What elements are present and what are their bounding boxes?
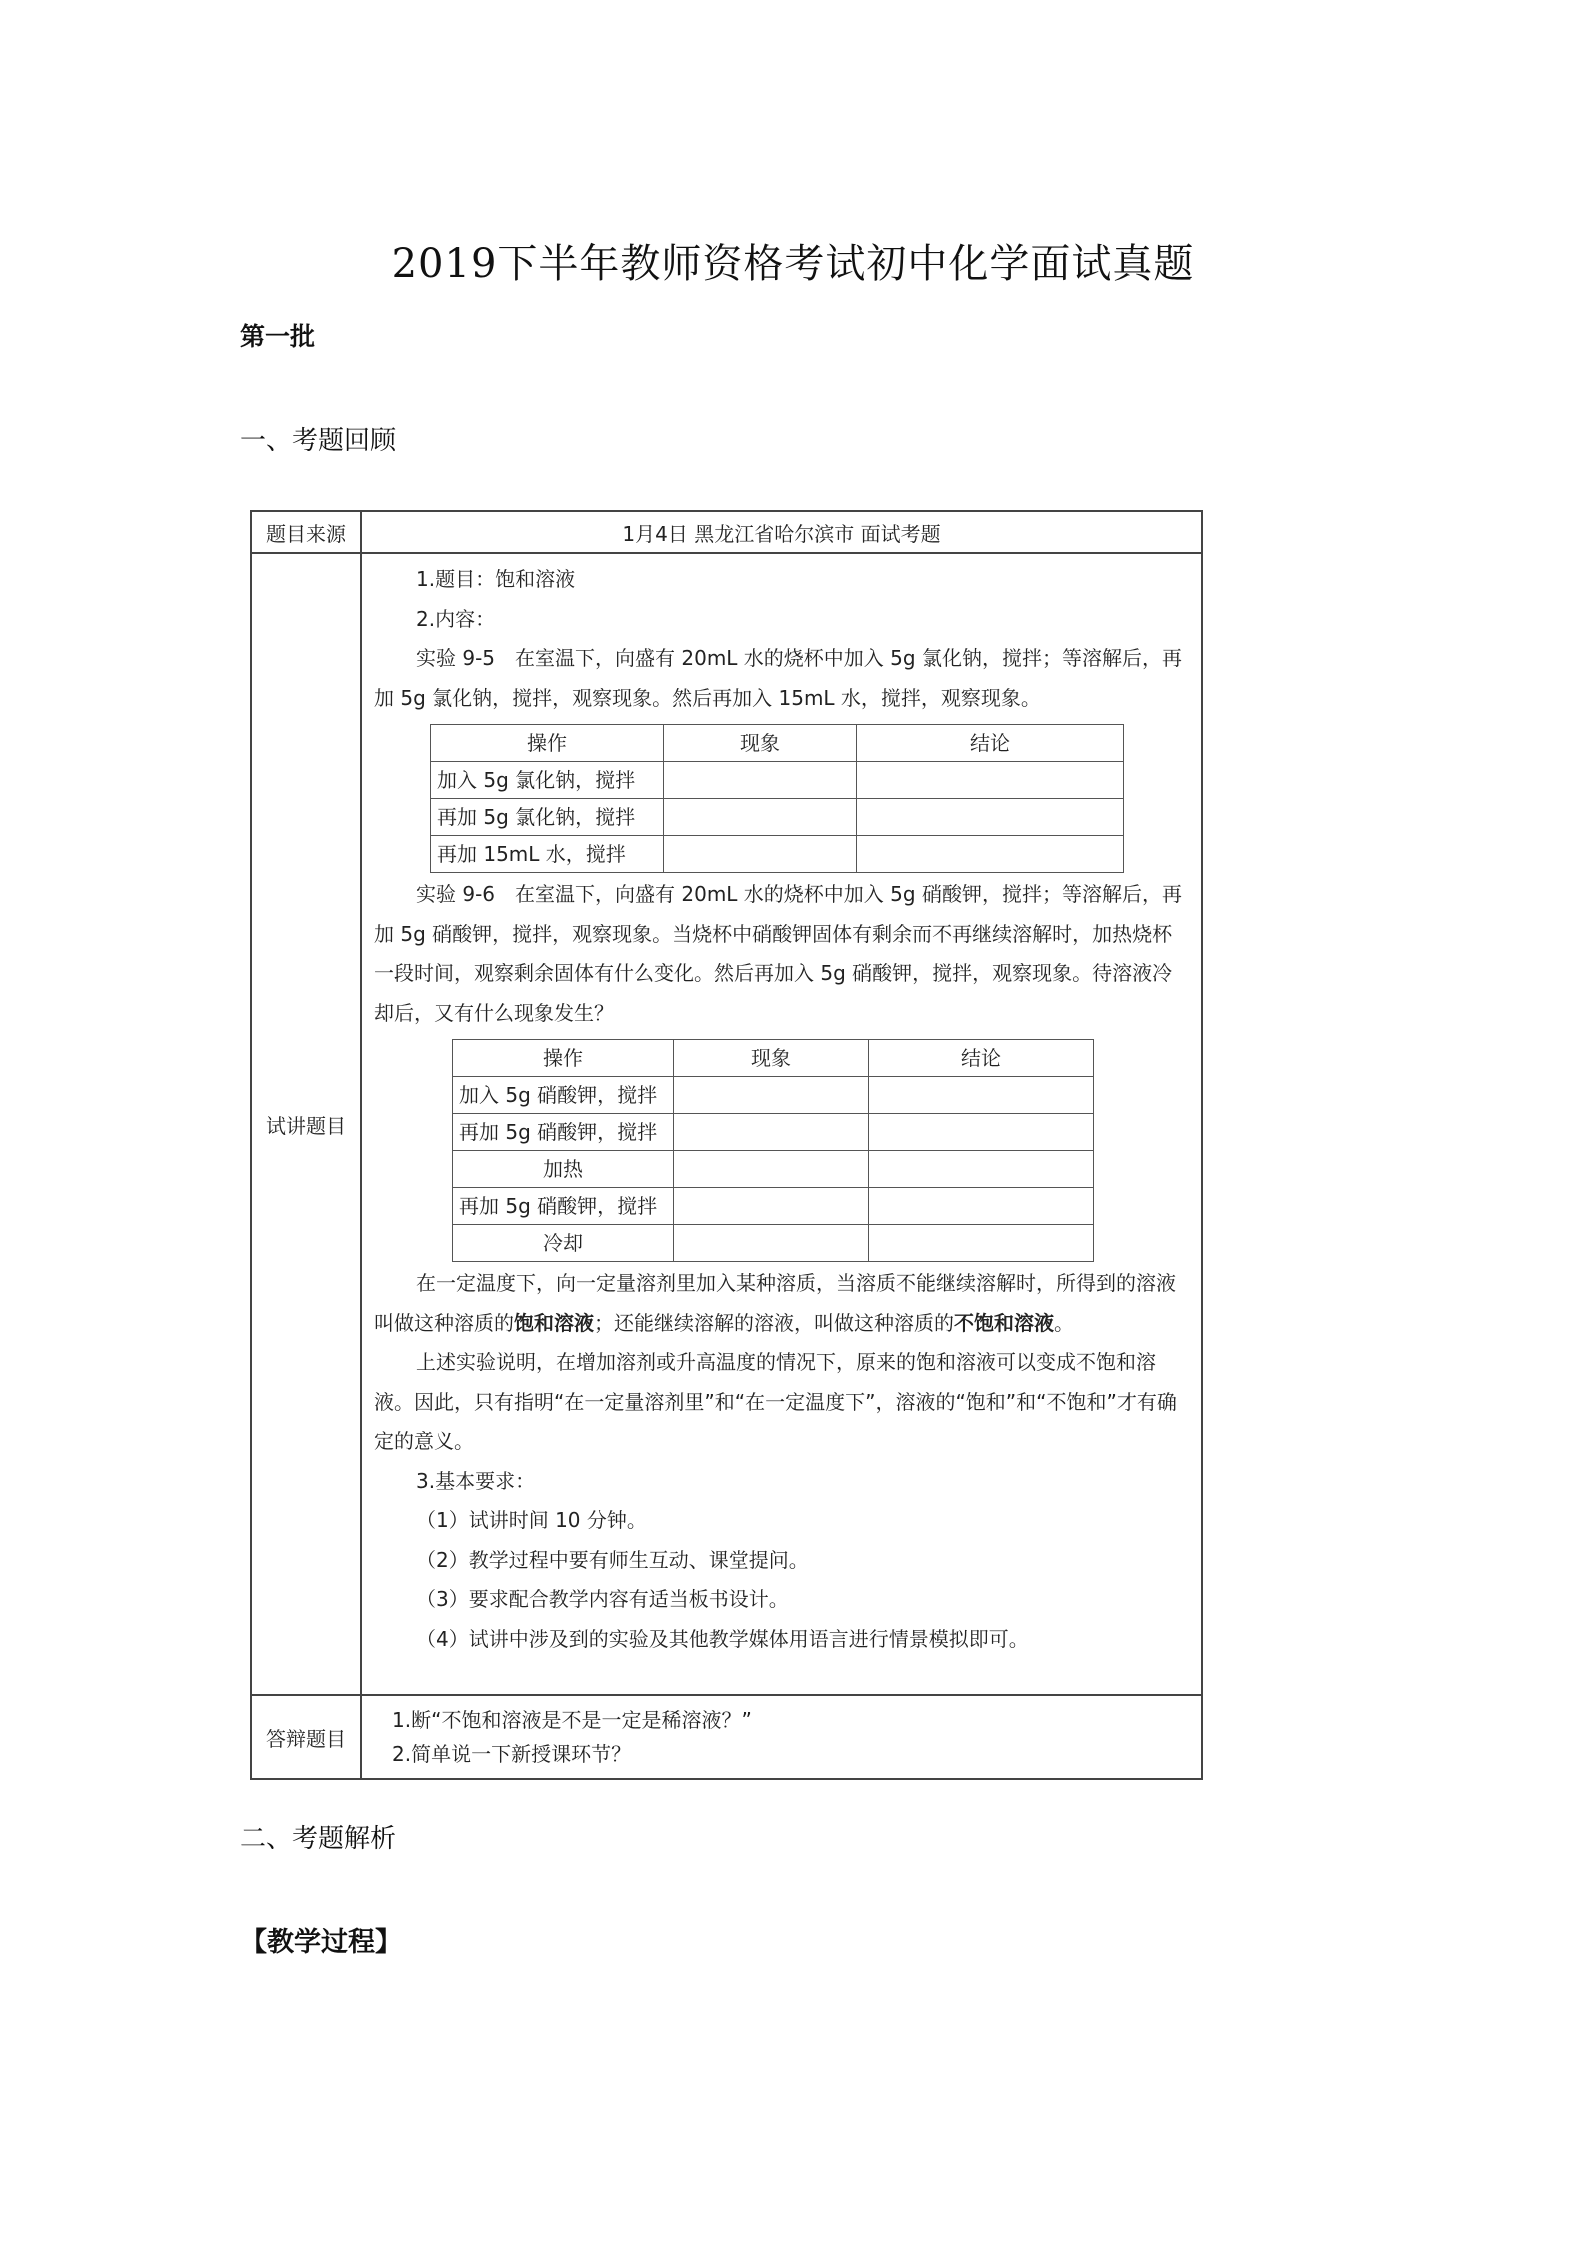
source-row	[251, 511, 1202, 553]
table-header-row	[431, 725, 1124, 762]
term-unsaturated: 不饱和溶液	[954, 1310, 1054, 1335]
requirement-item: （3）要求配合教学内容有适当板书设计。	[416, 1587, 789, 1611]
answer-label: 答辩题目	[251, 1695, 361, 1779]
table-row	[431, 799, 1124, 836]
experiment-9-6: 实验 9-6 在室温下，向盛有 20mL 水的烧杯中加入 5g 硝酸钾，搅拌；等溶解后，再加 5g 硝酸钾，搅拌，观察现象。当烧杯中硝酸钾固体有剩余而不再继续溶解时，加热烧杯一段时间，观察剩余固体有什么变化。然后再加入 5g 硝酸钾，搅拌，观察现象。待溶液冷却后，又有什么现象发生？	[374, 882, 1182, 1025]
requirements-label: 3.基本要求：	[416, 1468, 536, 1493]
requirement-item: （4）试讲中涉及到的实验及其他教学媒体用语言进行情景模拟即可。	[416, 1626, 1029, 1651]
header-conclusion: 结论	[857, 725, 1124, 762]
lecture-content	[361, 553, 1202, 1695]
definition-text-c: ；还能继续溶解的溶液，叫做这种溶质的	[594, 1310, 954, 1335]
phenomenon-cell	[674, 1188, 869, 1225]
lecture-label: 试讲题目	[251, 553, 361, 1695]
header-operation: 操作	[453, 1040, 674, 1077]
phenomenon-cell	[664, 762, 857, 799]
header-conclusion: 结论	[869, 1040, 1094, 1077]
conclusion-cell	[857, 836, 1124, 873]
topic-line: 1.题目：饱和溶液	[416, 567, 576, 591]
conclusion-cell	[869, 1114, 1094, 1151]
header-phenomenon: 现象	[674, 1040, 869, 1077]
definition-text-a: 在一定温度下，向一定量溶剂里加入某种溶质，当溶质不能继续溶解时，所得到的溶液叫做这种溶质的	[374, 1271, 1176, 1335]
table-row	[453, 1188, 1094, 1225]
table-row	[431, 836, 1124, 873]
table-row	[453, 1151, 1094, 1188]
table-row	[453, 1225, 1094, 1262]
operation-cell: 加入 5g 硝酸钾，搅拌	[453, 1077, 674, 1114]
lecture-row	[251, 553, 1202, 1695]
conclusion-cell	[869, 1077, 1094, 1114]
operation-cell: 再加 5g 硝酸钾，搅拌	[453, 1188, 674, 1225]
answer-content	[361, 1695, 1202, 1779]
phenomenon-cell	[674, 1151, 869, 1188]
operation-cell: 再加 5g 氯化钠，搅拌	[431, 799, 664, 836]
table-header-row	[453, 1040, 1094, 1077]
header-operation: 操作	[431, 725, 664, 762]
term-saturated: 饱和溶液	[514, 1310, 594, 1335]
table-row	[431, 762, 1124, 799]
conclusion-cell	[869, 1225, 1094, 1262]
explanation-paragraph: 上述实验说明，在增加溶剂或升高温度的情况下，原来的饱和溶液可以变成不饱和溶液。因此，只有指明“在一定量溶剂里”和“在一定温度下”，溶液的“饱和”和“不饱和”才有确定的意义。	[374, 1350, 1177, 1453]
conclusion-cell	[869, 1151, 1094, 1188]
exam-table	[250, 510, 1203, 1780]
operation-cell: 冷却	[453, 1225, 674, 1262]
batch-heading: 第一批	[240, 322, 316, 351]
source-value: 1月4日 黑龙江省哈尔滨市 面试考题	[361, 511, 1202, 553]
experiment-9-5: 实验 9-5 在室温下，向盛有 20mL 水的烧杯中加入 5g 氯化钠，搅拌；等溶解后，再加 5g 氯化钠，搅拌，观察现象。然后再加入 15mL 水，搅拌，观察现象。	[374, 646, 1182, 710]
conclusion-cell	[857, 762, 1124, 799]
source-label: 题目来源	[251, 511, 361, 553]
definition-paragraph	[374, 1264, 1191, 1343]
phenomenon-cell	[664, 799, 857, 836]
nacl-observation-table	[430, 724, 1124, 873]
operation-cell: 加入 5g 氯化钠，搅拌	[431, 762, 664, 799]
operation-cell: 加热	[453, 1151, 674, 1188]
definition-text-e: 。	[1054, 1310, 1074, 1335]
answer-question: 1.断“不饱和溶液是不是一定是稀溶液？”	[392, 1708, 752, 1732]
section-heading-review: 一、考题回顾	[240, 426, 397, 456]
phenomenon-cell	[674, 1114, 869, 1151]
table-row	[453, 1077, 1094, 1114]
requirement-item: （1）试讲时间 10 分钟。	[416, 1508, 647, 1532]
answer-row	[251, 1695, 1202, 1779]
header-phenomenon: 现象	[664, 725, 857, 762]
operation-cell: 再加 5g 硝酸钾，搅拌	[453, 1114, 674, 1151]
phenomenon-cell	[674, 1077, 869, 1114]
teaching-process-heading: 【教学过程】	[240, 1927, 402, 1958]
answer-question: 2.简单说一下新授课环节？	[392, 1742, 632, 1766]
conclusion-cell	[857, 799, 1124, 836]
requirement-item: （2）教学过程中要有师生互动、课堂提问。	[416, 1547, 809, 1572]
phenomenon-cell	[664, 836, 857, 873]
section-heading-analysis: 二、考题解析	[240, 1824, 397, 1854]
operation-cell: 再加 15mL 水，搅拌	[431, 836, 664, 873]
table-row	[453, 1114, 1094, 1151]
phenomenon-cell	[674, 1225, 869, 1262]
conclusion-cell	[869, 1188, 1094, 1225]
kno3-observation-table	[452, 1039, 1094, 1262]
page-title: 2019下半年教师资格考试初中化学面试真题	[391, 241, 1195, 287]
content-label: 2.内容：	[416, 606, 496, 631]
